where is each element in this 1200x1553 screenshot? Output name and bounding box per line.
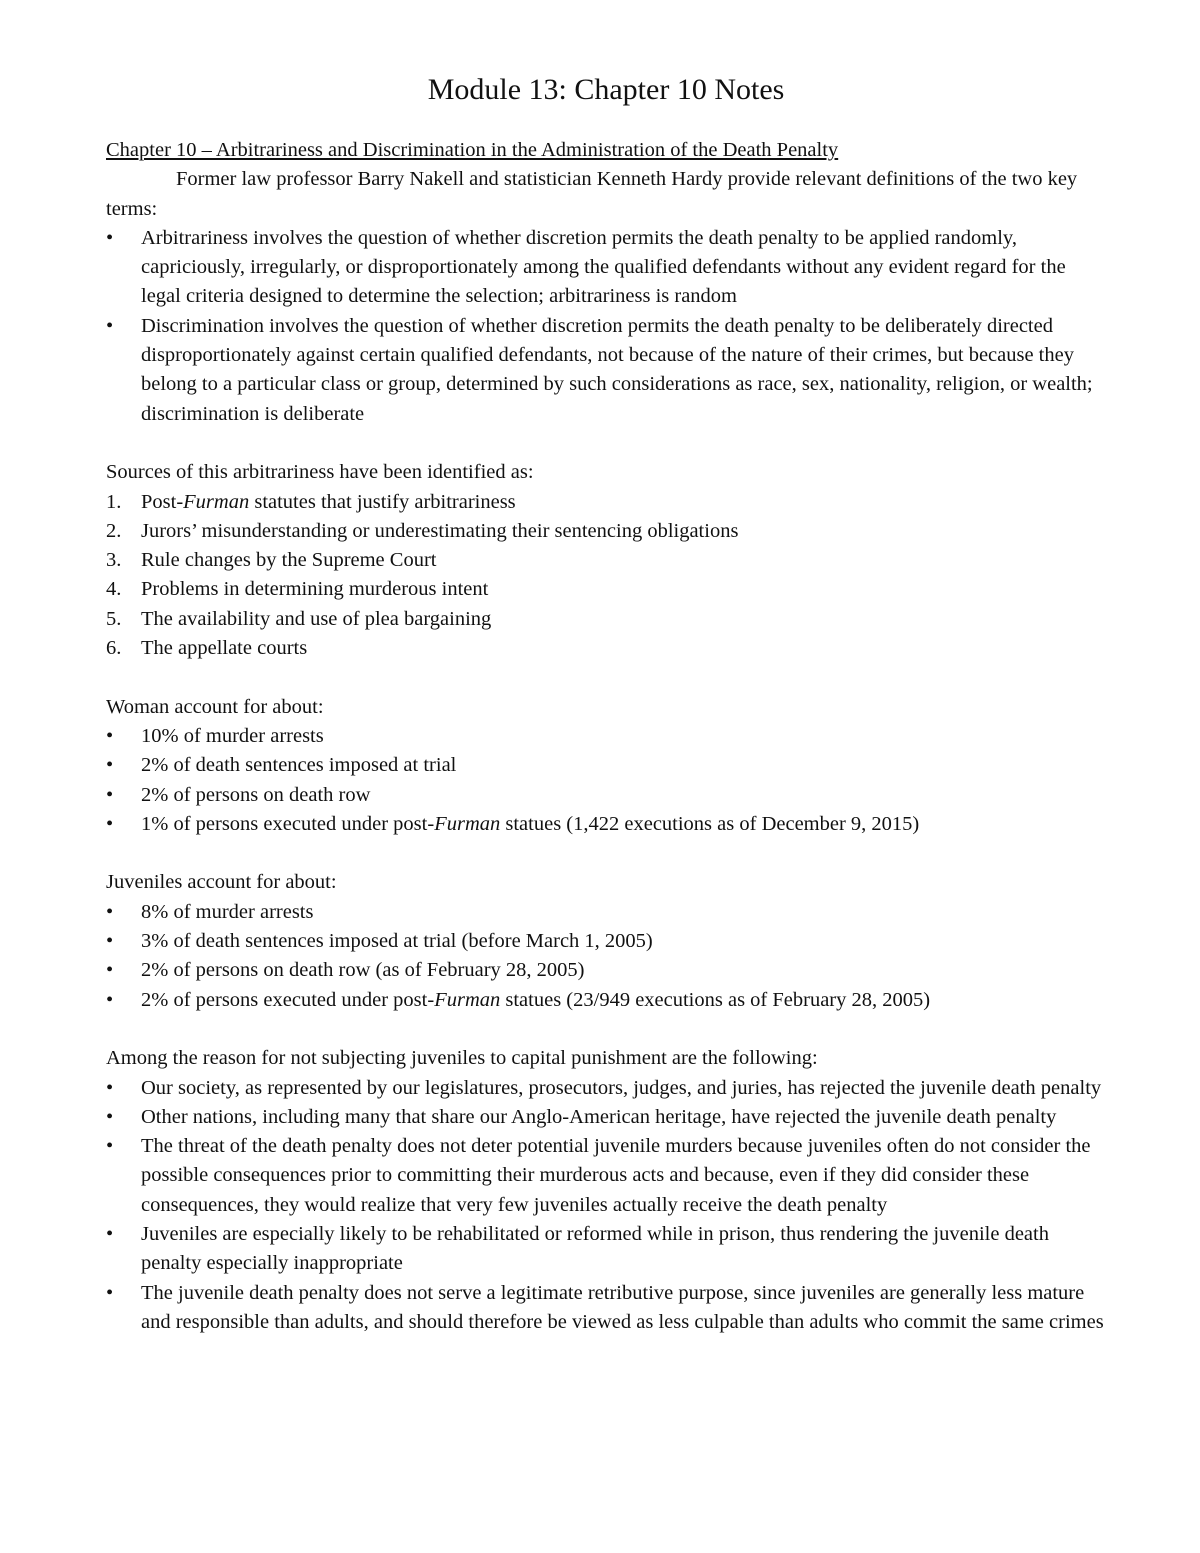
item-text: 2% of persons on death row (as of February 28, 2005)	[141, 959, 585, 982]
list-item	[106, 1074, 1106, 1103]
document-page	[106, 70, 1106, 1337]
item-emphasis: Furman	[434, 812, 501, 835]
page-title: Module 13: Chapter 10 Notes	[427, 73, 785, 106]
bullet-icon: •	[106, 1222, 114, 1245]
chapter-heading: Chapter 10 – Arbitrariness and Discrimination in the Administration of the Death Penalty	[106, 139, 839, 161]
item-text: statues (1,422 executions as of December 9, 2015)	[500, 812, 920, 835]
spacer	[106, 1015, 1106, 1044]
item-text: 2% of death sentences imposed at trial	[141, 754, 457, 777]
bullet-icon: •	[106, 930, 114, 953]
definition-arbitrariness: Arbitrariness involves the question of whether discretion permits the death penalty to be applied randomly, capriciously, irregularly, or disproportionately among the qualified defendants without any evident regard for the legal criteria designed to determine the selection; arbitrariness is random	[141, 226, 1066, 308]
bullet-icon: •	[106, 812, 114, 835]
bullet-icon: •	[106, 1135, 114, 1158]
item-text: Problems in determining murderous intent	[141, 578, 489, 601]
list-item	[106, 575, 1106, 604]
bullet-icon: •	[106, 900, 114, 923]
sources-list	[106, 488, 1106, 664]
list-item	[106, 312, 1106, 429]
item-text: 2% of persons executed under post-	[141, 988, 435, 1011]
list-item	[106, 722, 1106, 751]
list-number: 5.	[106, 607, 122, 630]
item-text: The availability and use of plea bargaining	[141, 607, 492, 630]
bullet-icon: •	[106, 314, 114, 337]
bullet-icon: •	[106, 724, 114, 747]
reasons-lead: Among the reason for not subjecting juveniles to capital punishment are the following:	[106, 1047, 818, 1070]
item-text: The appellate courts	[141, 637, 308, 660]
women-lead: Woman account for about:	[106, 695, 324, 718]
bullet-icon: •	[106, 783, 114, 806]
list-number: 1.	[106, 490, 122, 513]
item-text: Rule changes by the Supreme Court	[141, 549, 437, 572]
item-text: 2% of persons on death row	[141, 783, 371, 806]
list-item	[106, 898, 1106, 927]
item-text: The juvenile death penalty does not serve a legitimate retributive purpose, since juveniles are generally less mature and responsible than adults, and should therefore be viewed as less culpable than adults who commit the same crimes	[141, 1281, 1104, 1333]
item-text: statutes that justify arbitrariness	[249, 490, 516, 513]
list-item	[106, 634, 1106, 663]
definition-discrimination: Discrimination involves the question of whether discretion permits the death penalty to be deliberately directed disproportionately against certain qualified defendants, not because of the nature of their crimes, but because they belong to a particular class or group, determined by such considerations as race, sex, nationality, religion, or wealth; discrimination is deliberate	[141, 314, 1093, 425]
item-text: The threat of the death penalty does not deter potential juvenile murders because juveniles often do not consider the possible consequences prior to committing their murderous acts and because, even if they did consider these consequences, they would realize that very few juveniles actually receive the death penalty	[141, 1135, 1091, 1216]
list-item	[106, 986, 1106, 1015]
item-emphasis: Furman	[183, 490, 250, 513]
list-item	[106, 956, 1106, 985]
juveniles-list	[106, 898, 1106, 1015]
item-text: Other nations, including many that share our Anglo-American heritage, have rejected the juvenile death penalty	[141, 1105, 1057, 1128]
sources-lead: Sources of this arbitrariness have been identified as:	[106, 461, 534, 484]
spacer	[106, 429, 1106, 458]
list-number: 3.	[106, 549, 122, 572]
bullet-icon: •	[106, 754, 114, 777]
list-item	[106, 517, 1106, 546]
list-item	[106, 1220, 1106, 1279]
list-item	[106, 810, 1106, 839]
list-number: 2.	[106, 519, 122, 542]
list-item	[106, 1132, 1106, 1220]
list-item	[106, 488, 1106, 517]
bullet-icon: •	[106, 988, 114, 1011]
list-item	[106, 781, 1106, 810]
list-item	[106, 546, 1106, 575]
bullet-icon: •	[106, 226, 114, 249]
item-text: Post-	[141, 490, 184, 513]
item-emphasis: Furman	[434, 988, 501, 1011]
item-text: 3% of death sentences imposed at trial (before March 1, 2005)	[141, 930, 653, 953]
intro-paragraph: Former law professor Barry Nakell and statistician Kenneth Hardy provide relevant definitions of the two key terms:	[106, 168, 1078, 220]
list-number: 4.	[106, 578, 122, 601]
item-text: 10% of murder arrests	[141, 724, 324, 747]
reasons-list	[106, 1074, 1106, 1338]
list-number: 6.	[106, 637, 122, 660]
item-text: Our society, as represented by our legislatures, prosecutors, judges, and juries, has rejected the juvenile death penalty	[141, 1076, 1102, 1099]
list-item	[106, 751, 1106, 780]
item-text: Jurors’ misunderstanding or underestimating their sentencing obligations	[141, 519, 739, 542]
bullet-icon: •	[106, 959, 114, 982]
item-text: 1% of persons executed under post-	[141, 812, 435, 835]
women-list	[106, 722, 1106, 839]
bullet-icon: •	[106, 1076, 114, 1099]
item-text: Juveniles are especially likely to be rehabilitated or reformed while in prison, thus rendering the juvenile death penalty especially inappropriate	[141, 1222, 1049, 1275]
list-item	[106, 224, 1106, 312]
item-text: statues (23/949 executions as of February 28, 2005)	[500, 988, 931, 1011]
list-item	[106, 605, 1106, 634]
item-text: 8% of murder arrests	[141, 900, 314, 923]
spacer	[106, 839, 1106, 868]
list-item	[106, 927, 1106, 956]
list-item	[106, 1103, 1106, 1132]
spacer	[106, 663, 1106, 692]
list-item	[106, 1279, 1106, 1338]
juveniles-lead: Juveniles account for about:	[106, 871, 337, 894]
bullet-icon: •	[106, 1105, 114, 1128]
definitions-list	[106, 224, 1106, 429]
bullet-icon: •	[106, 1281, 114, 1304]
